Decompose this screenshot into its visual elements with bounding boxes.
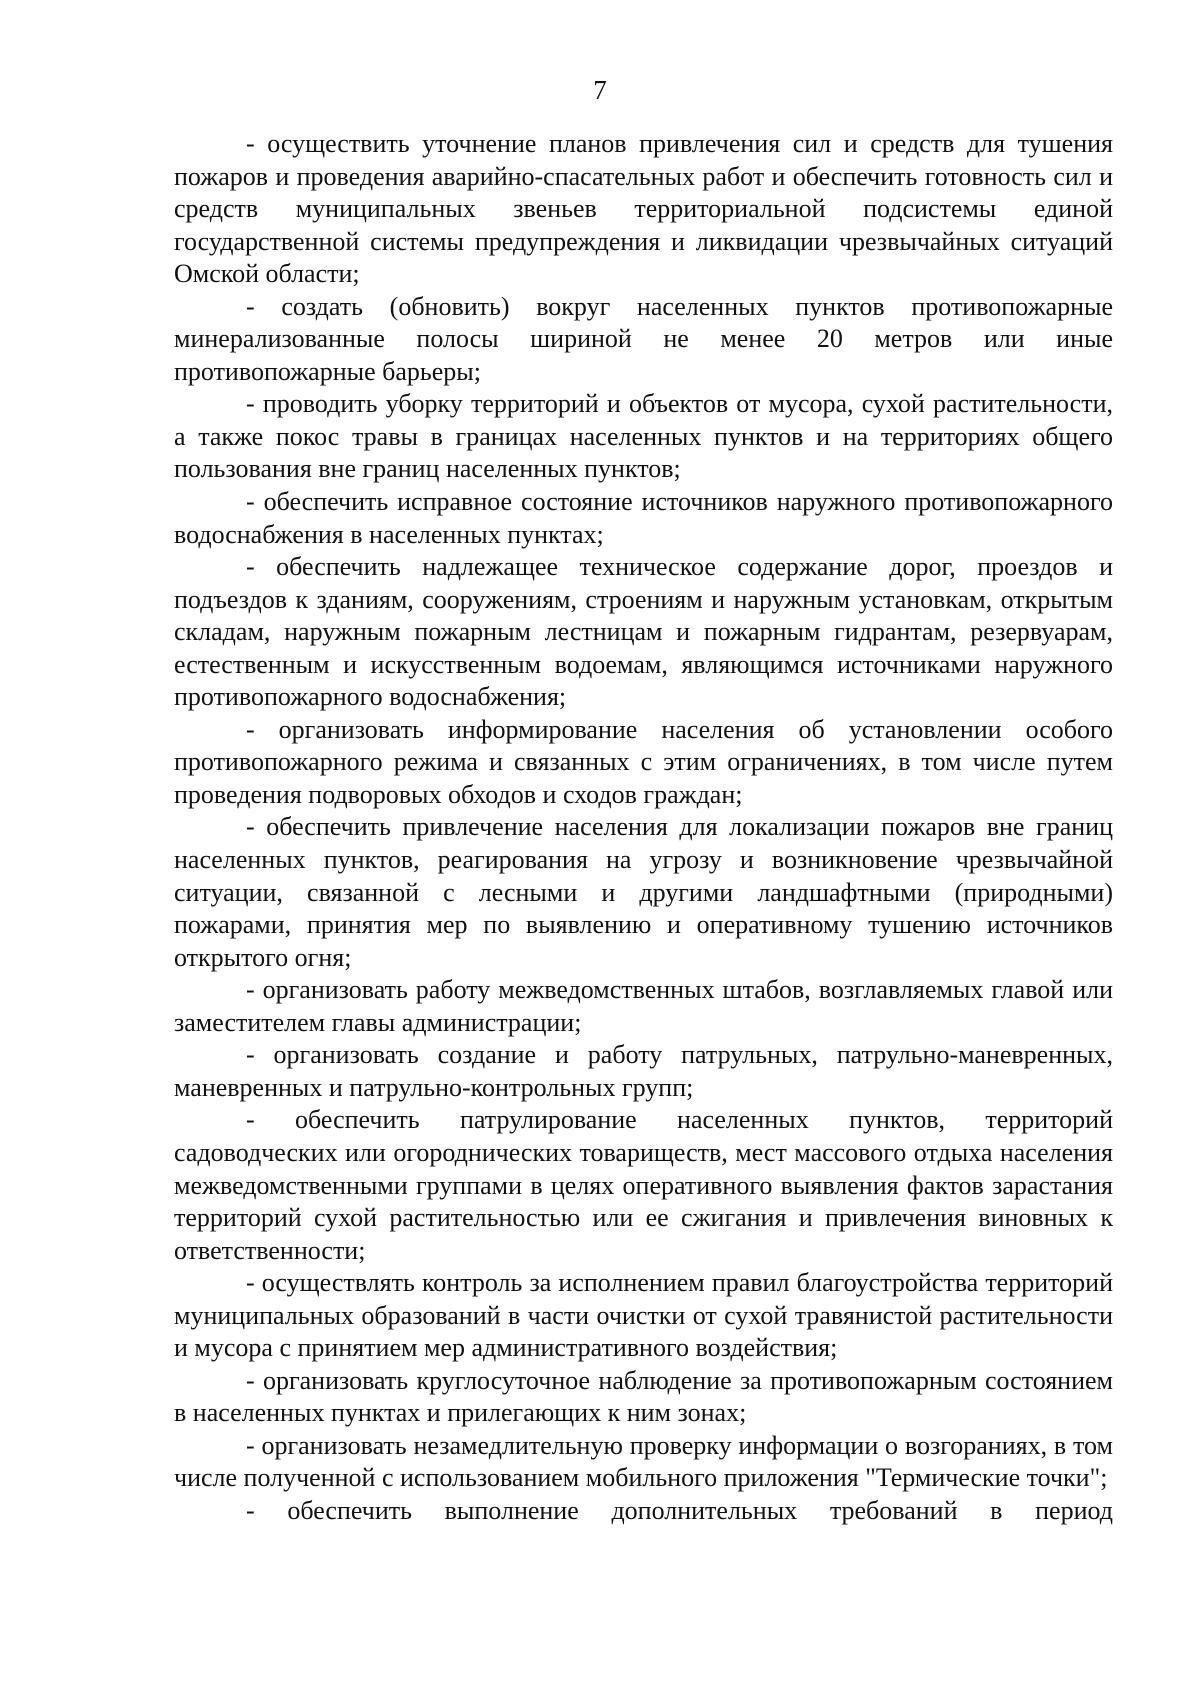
page-number: 7 <box>593 75 607 105</box>
list-item: - обеспечить выполнение дополнительных требований в период <box>246 1495 1113 1525</box>
list-item: - организовать незамедлительную проверку информации о возгораниях, в том числе полученной с использованием мобильного приложения "Термические точки"; <box>174 1430 1113 1493</box>
list-item: - обеспечить патрулирование населенных пунктов, территорий садоводческих или огороднических товариществ, мест массового отдыха населения межведомственными группами в целях оперативного выявления фактов зарастания территорий сухой растительностью или ее сжигания и привлечения виновных к ответственности; <box>174 1105 1113 1265</box>
list-item: - организовать информирование населения об установлении особого противопожарного режима и связанных с этим ограничениях, в том числе путем проведения подворовых обходов и сходов граждан; <box>174 714 1113 809</box>
list-item: - обеспечить надлежащее техническое содержание дорог, проездов и подъездов к зданиям, сооружениям, строениям и наружным установкам, открытым складам, наружным пожарным лестницам и пожарным гидрантам, резервуарам, естественным и искусственным водоемам, являющимся источниками наружного противопожарного водоснабжения; <box>174 552 1113 712</box>
list-item: - организовать круглосуточное наблюдение за противопожарным состоянием в населенных пунктах и прилегающих к ним зонах; <box>174 1365 1113 1428</box>
list-item: - осуществлять контроль за исполнением правил благоустройства территорий муниципальных образований в части очистки от сухой травянистой растительности и мусора с принятием мер административного воздействия; <box>174 1268 1113 1363</box>
list-item: - создать (обновить) вокруг населенных пунктов противопожарные минерализованные полосы шириной не менее 20 метров или иные противопожарные барьеры; <box>174 291 1113 386</box>
document-body <box>174 128 1113 1528</box>
list-item: - обеспечить исправное состояние источников наружного противопожарного водоснабжения в населенных пунктах; <box>174 487 1113 549</box>
list-item: - проводить уборку территорий и объектов от мусора, сухой растительности, а также покос травы в границах населенных пунктов и на территориях общего пользования вне границ населенных пунктов; <box>174 389 1113 484</box>
list-item: - организовать работу межведомственных штабов, возглавляемых главой или заместителем главы администрации; <box>174 975 1113 1037</box>
list-item: - осуществить уточнение планов привлечения сил и средств для тушения пожаров и проведения аварийно-спасательных работ и обеспечить готовность сил и средств муниципальных звеньев территориальной подсистемы единой государственной системы предупреждения и ликвидации чрезвычайных ситуаций Омской области; <box>174 129 1113 289</box>
list-item: - организовать создание и работу патрульных, патрульно-маневренных, маневренных и патрульно-контрольных групп; <box>174 1040 1113 1102</box>
list-item: - обеспечить привлечение населения для локализации пожаров вне границ населенных пунктов, реагирования на угрозу и возникновение чрезвычайной ситуации, связанной с лесными и другими ландшафтными (природными) пожарами, принятия мер по выявлению и оперативному тушению источников открытого огня; <box>174 812 1113 972</box>
